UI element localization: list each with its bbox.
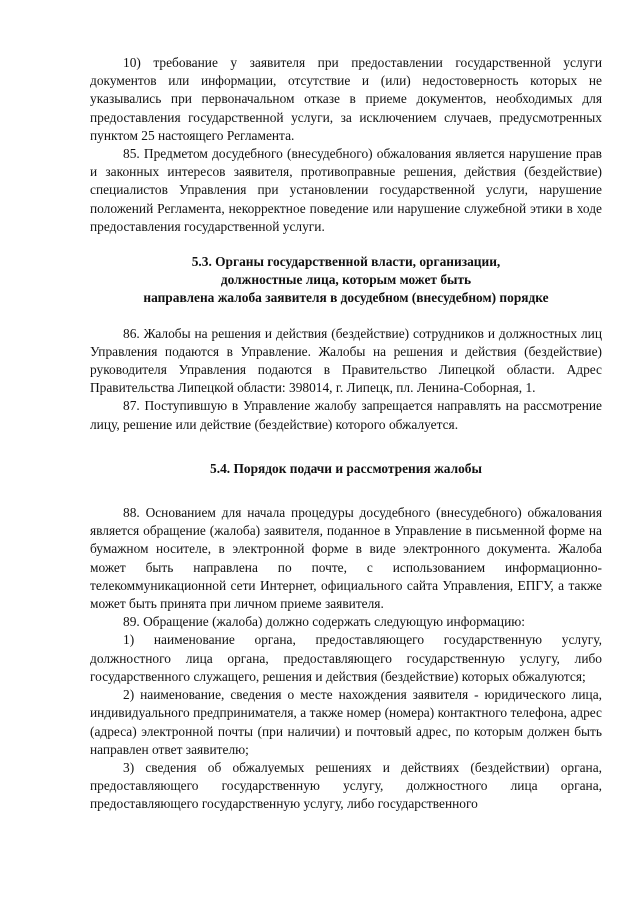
paragraph-88: 88. Основанием для начала процедуры досудебного (внесудебного) обжалования является обращение (жалоба) заявителя, поданное в Управление в письменной форме на бумажном носителе, в электронной форме в виде электронного документа. Жалоба может быть направлена по почте, с использованием информационно-телекоммуникационной сети Интернет, официального сайта Управления, ЕПГУ, а также может быть принята при личном приеме заявителя. bbox=[90, 505, 602, 612]
paragraph-85: 85. Предметом досудебного (внесудебного) обжалования является нарушение прав и законных интересов заявителя, противоправные решения, действия (бездействие) специалистов Управления при установлении государственной услуги, нарушение положений Регламента, некорректное поведение или нарушение служебной этики в ходе предоставления государственной услуги. bbox=[90, 146, 602, 234]
section-heading-5-4: 5.4. Порядок подачи и рассмотрения жалобы bbox=[210, 460, 482, 476]
section-heading-5-3 bbox=[90, 253, 602, 308]
heading-line: 5.3. Органы государственной власти, организации, bbox=[191, 254, 501, 270]
heading-line: должностные лица, которым может быть bbox=[220, 272, 472, 288]
list-item-2: 2) наименование, сведения о месте нахождения заявителя - юридического лица, индивидуального предпринимателя, а также номер (номера) контактного телефона, адрес (адреса) электронной почты (при наличии) и почтовый адрес, по которым должен быть направлен ответ заявителю; bbox=[90, 687, 602, 757]
spacer bbox=[90, 308, 602, 325]
paragraph-item-10: 10) требование у заявителя при предоставлении государственной услуги документов или информации, отсутствие и (или) недостоверность которых не указывались при первоначальном отказе в приеме документов, необходимых для предоставления государственной услуги, за исключением случаев, предусмотренных пунктом 25 настоящего Регламента. bbox=[90, 55, 602, 143]
paragraph-87: 87. Поступившую в Управление жалобу запрещается направлять на рассмотрение лицу, решение или действие (бездействие) которого обжалуется. bbox=[90, 398, 602, 432]
list-item-1: 1) наименование органа, предоставляющего государственную услугу, должностного лица органа, предоставляющего государственную услугу, либо государственного служащего, решения и действия (бездействие) которых обжалуются; bbox=[90, 632, 602, 684]
spacer bbox=[90, 478, 602, 504]
spacer bbox=[90, 236, 602, 253]
paragraph-86: 86. Жалобы на решения и действия (бездействие) сотрудников и должностных лиц Управления подаются в Управление. Жалобы на решения и действия (бездействие) руководителя Управления подаются в Правительство Липецкой области. Адрес Правительства Липецкой области: 398014, г. Липецк, пл. Ленина-Соборная, 1. bbox=[90, 325, 602, 396]
document-page bbox=[90, 54, 602, 814]
paragraph-89: 89. Обращение (жалоба) должно содержать следующую информацию: bbox=[123, 614, 525, 630]
heading-line: направлена жалоба заявителя в досудебном (внесудебном) порядке bbox=[143, 290, 549, 306]
spacer bbox=[90, 434, 602, 460]
list-item-3: 3) сведения об обжалуемых решениях и действиях (бездействии) органа, предоставляющего государственную услугу, должностного лица органа, предоставляющего государственную услугу, либо государственного bbox=[90, 759, 602, 812]
